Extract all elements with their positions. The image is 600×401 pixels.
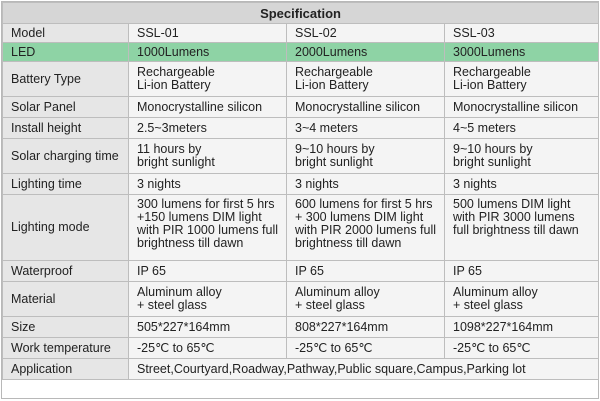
row-label: Battery Type: [3, 62, 129, 97]
cell-value: 600 lumens for first 5 hrs + 300 lumens DIM light with PIR 2000 lumens full brightness till dawn: [287, 195, 445, 261]
lighting-mode-row: [3, 195, 599, 261]
row-label: LED: [3, 43, 129, 62]
model-ssl-02: SSL-02: [287, 24, 445, 43]
cell-value: -25℃ to 65℃: [287, 338, 445, 359]
cell-value: 505*227*164mm: [129, 317, 287, 338]
cell-value: 1098*227*164mm: [445, 317, 599, 338]
model-ssl-03: SSL-03: [445, 24, 599, 43]
cell-value: 3000Lumens: [445, 43, 599, 62]
spec-sheet: [1, 1, 599, 399]
row-label: Waterproof: [3, 261, 129, 282]
row-label: Solar charging time: [3, 139, 129, 174]
cell-value: Monocrystalline silicon: [129, 97, 287, 118]
application-row: [3, 359, 599, 380]
cell-value: 2.5~3meters: [129, 118, 287, 139]
cell-value: Monocrystalline silicon: [445, 97, 599, 118]
row-label: Install height: [3, 118, 129, 139]
model-ssl-01: SSL-01: [129, 24, 287, 43]
cell-value: 3 nights: [287, 174, 445, 195]
led-row: [3, 43, 599, 62]
model-label: Model: [3, 24, 129, 43]
cell-value: IP 65: [129, 261, 287, 282]
cell-value: -25℃ to 65℃: [129, 338, 287, 359]
cell-value: 9~10 hours by bright sunlight: [445, 139, 599, 174]
spec-table: [2, 2, 599, 380]
install-height-row: [3, 118, 599, 139]
battery-row: [3, 62, 599, 97]
cell-value: 2000Lumens: [287, 43, 445, 62]
row-label: Solar Panel: [3, 97, 129, 118]
work-temperature-row: [3, 338, 599, 359]
cell-value: Aluminum alloy + steel glass: [445, 282, 599, 317]
row-label: Application: [3, 359, 129, 380]
cell-value: 3~4 meters: [287, 118, 445, 139]
cell-value: IP 65: [287, 261, 445, 282]
row-label: Work temperature: [3, 338, 129, 359]
charging-time-row: [3, 139, 599, 174]
cell-value: 9~10 hours by bright sunlight: [287, 139, 445, 174]
cell-value: 4~5 meters: [445, 118, 599, 139]
cell-value: 300 lumens for first 5 hrs +150 lumens DIM light with PIR 1000 lumens full brightness till dawn: [129, 195, 287, 261]
row-label: Material: [3, 282, 129, 317]
model-row: [3, 24, 599, 43]
cell-value: IP 65: [445, 261, 599, 282]
cell-value: 11 hours by bright sunlight: [129, 139, 287, 174]
cell-value: Aluminum alloy + steel glass: [287, 282, 445, 317]
cell-value: Aluminum alloy + steel glass: [129, 282, 287, 317]
cell-value: 3 nights: [129, 174, 287, 195]
cell-value: 1000Lumens: [129, 43, 287, 62]
row-label: Lighting mode: [3, 195, 129, 261]
size-row: [3, 317, 599, 338]
cell-value: Rechargeable Li-ion Battery: [129, 62, 287, 97]
cell-value: Rechargeable Li-ion Battery: [287, 62, 445, 97]
table-title: Specification: [3, 3, 599, 24]
row-label: Lighting time: [3, 174, 129, 195]
row-label: Size: [3, 317, 129, 338]
application-value: Street,Courtyard,Roadway,Pathway,Public square,Campus,Parking lot: [129, 359, 599, 380]
lighting-time-row: [3, 174, 599, 195]
waterproof-row: [3, 261, 599, 282]
cell-value: 3 nights: [445, 174, 599, 195]
solar-panel-row: [3, 97, 599, 118]
cell-value: Rechargeable Li-ion Battery: [445, 62, 599, 97]
cell-value: 500 lumens DIM light with PIR 3000 lumens full brightness till dawn: [445, 195, 599, 261]
cell-value: Monocrystalline silicon: [287, 97, 445, 118]
cell-value: 808*227*164mm: [287, 317, 445, 338]
cell-value: -25℃ to 65℃: [445, 338, 599, 359]
material-row: [3, 282, 599, 317]
